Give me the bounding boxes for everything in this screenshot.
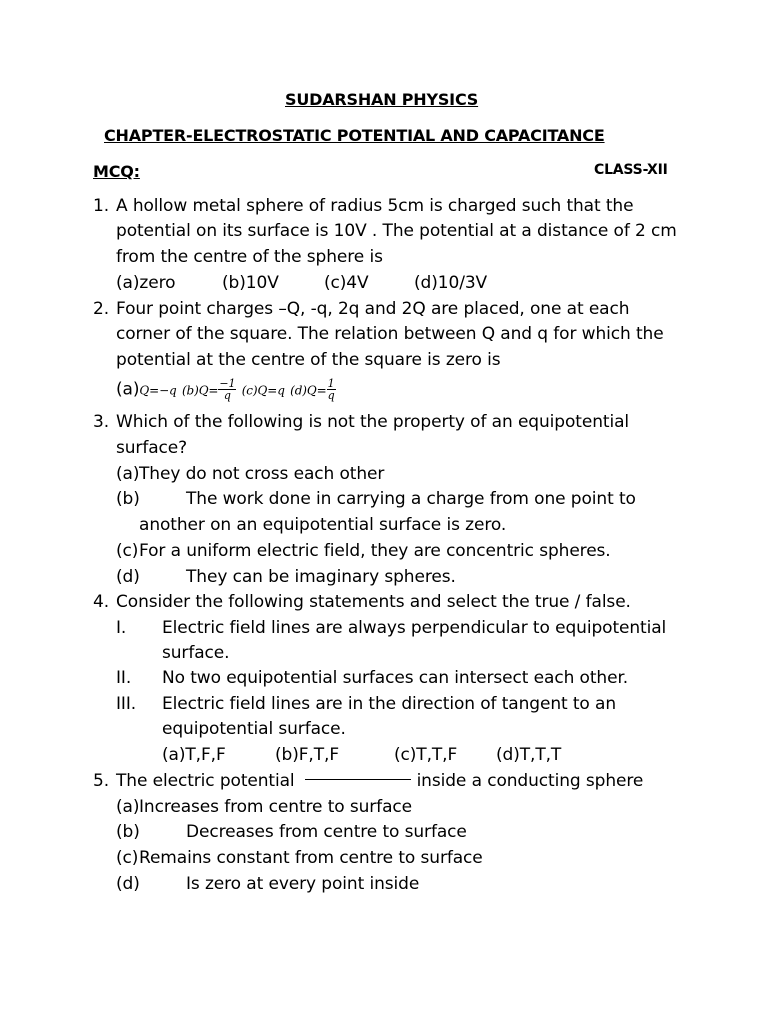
q4-option-d: (d)T,T,T — [496, 745, 562, 765]
q5-text-before: The electric potential — [116, 771, 295, 791]
q5-option-a-text: Increases from centre to surface — [139, 797, 412, 817]
q2-option-d-label: (d) — [290, 383, 307, 398]
q2-options-equation — [116, 378, 336, 401]
q3-option-b-label: (b) — [116, 489, 140, 509]
q2-option-b-fraction — [218, 378, 236, 401]
q4-statement-2-text: No two equipotential surfaces can intersect each other. — [162, 668, 629, 688]
q3-text-line-1: Which of the following is not the property of an equipotential — [116, 412, 630, 432]
q2-option-d-denominator: q — [327, 389, 335, 402]
q3-option-a-text: They do not cross each other — [139, 464, 385, 484]
q2-text-line-1: Four point charges –Q, -q, 2q and 2Q are placed, one at each — [116, 299, 630, 319]
chapter-title: CHAPTER-ELECTROSTATIC POTENTIAL AND CAPACITANCE — [104, 126, 605, 145]
q2-option-b-label: (b) — [181, 383, 199, 398]
q4-option-b: (b)F,T,F — [275, 745, 340, 765]
q4-statement-1-line-1: Electric field lines are always perpendicular to equipotential — [162, 618, 667, 638]
q1-option-d: (d)10/3V — [414, 273, 488, 293]
class-label: CLASS-XII — [594, 162, 668, 178]
mcq-heading: MCQ: — [93, 162, 140, 181]
q5-text-after: inside a conducting sphere — [416, 771, 644, 791]
q3-option-c-text: For a uniform electric field, they are concentric spheres. — [139, 541, 611, 561]
q3-option-d-text: They can be imaginary spheres. — [186, 567, 456, 587]
q2-option-b-numerator: −1 — [219, 377, 236, 390]
q5-option-c-label: (c) — [116, 848, 139, 868]
q2-option-d-lhs: Q= — [306, 383, 327, 398]
q4-statement-2-label: II. — [116, 668, 132, 688]
chapter-heading — [104, 126, 621, 145]
q5-option-d-label: (d) — [116, 874, 140, 894]
q4-option-a: (a)T,F,F — [162, 745, 226, 765]
q2-option-c-label: (c) — [241, 383, 258, 398]
q1-option-c: (c)4V — [324, 273, 369, 293]
q3-text-line-2: surface? — [116, 438, 188, 458]
q5-text — [116, 771, 643, 791]
q4-statement-3-line-2: equipotential surface. — [162, 719, 346, 739]
q5-option-a-label: (a) — [116, 797, 140, 817]
q5-number: 5. — [93, 771, 110, 791]
q4-statement-3-label: III. — [116, 694, 137, 714]
q2-option-d-numerator: 1 — [327, 377, 335, 390]
q2-number: 2. — [93, 299, 110, 319]
q1-text-line-1: A hollow metal sphere of radius 5cm is charged such that the — [116, 196, 634, 216]
q3-option-d-label: (d) — [116, 567, 140, 587]
q5-blank-line — [305, 779, 411, 780]
q5-option-d-text: Is zero at every point inside — [186, 874, 420, 894]
q2-option-b-denominator: q — [223, 389, 231, 402]
q2-option-a-math: Q=−q — [139, 383, 177, 398]
q4-statement-3-line-1: Electric field lines are in the direction of tangent to an — [162, 694, 617, 714]
q3-option-b-text: The work done in carrying a charge from one point to — [186, 489, 636, 509]
q1-option-a: (a)zero — [116, 273, 176, 293]
q4-option-c: (c)T,T,F — [394, 745, 458, 765]
q3-option-c-label: (c) — [116, 541, 139, 561]
q1-number: 1. — [93, 196, 110, 216]
q2-text-line-2: corner of the square. The relation between Q and q for which the — [116, 324, 664, 344]
q1-option-b: (b)10V — [222, 273, 279, 293]
q2-option-a-label: (a) — [116, 379, 140, 400]
q3-option-b-continued: another on an equipotential surface is zero. — [139, 515, 507, 535]
q5-option-b-label: (b) — [116, 822, 140, 842]
q5-option-b-text: Decreases from centre to surface — [186, 822, 467, 842]
q2-option-c-math: Q=q — [257, 383, 285, 398]
page-title: SUDARSHAN PHYSICS — [285, 90, 479, 109]
q4-text: Consider the following statements and select the true / false. — [116, 592, 631, 612]
q2-text-line-3: potential at the centre of the square is zero is — [116, 350, 501, 370]
q4-statement-1-line-2: surface. — [162, 643, 230, 663]
q4-number: 4. — [93, 592, 110, 612]
q1-text-line-3: from the centre of the sphere is — [116, 247, 383, 267]
q5-option-c-text: Remains constant from centre to surface — [139, 848, 483, 868]
q2-option-b-lhs: Q= — [198, 383, 219, 398]
q1-text-line-2: potential on its surface is 10V . The potential at a distance of 2 cm — [116, 221, 677, 241]
q3-option-a-label: (a) — [116, 464, 140, 484]
q2-option-d-fraction — [327, 378, 336, 401]
q4-statement-1-label: I. — [116, 618, 127, 638]
q3-number: 3. — [93, 412, 110, 432]
